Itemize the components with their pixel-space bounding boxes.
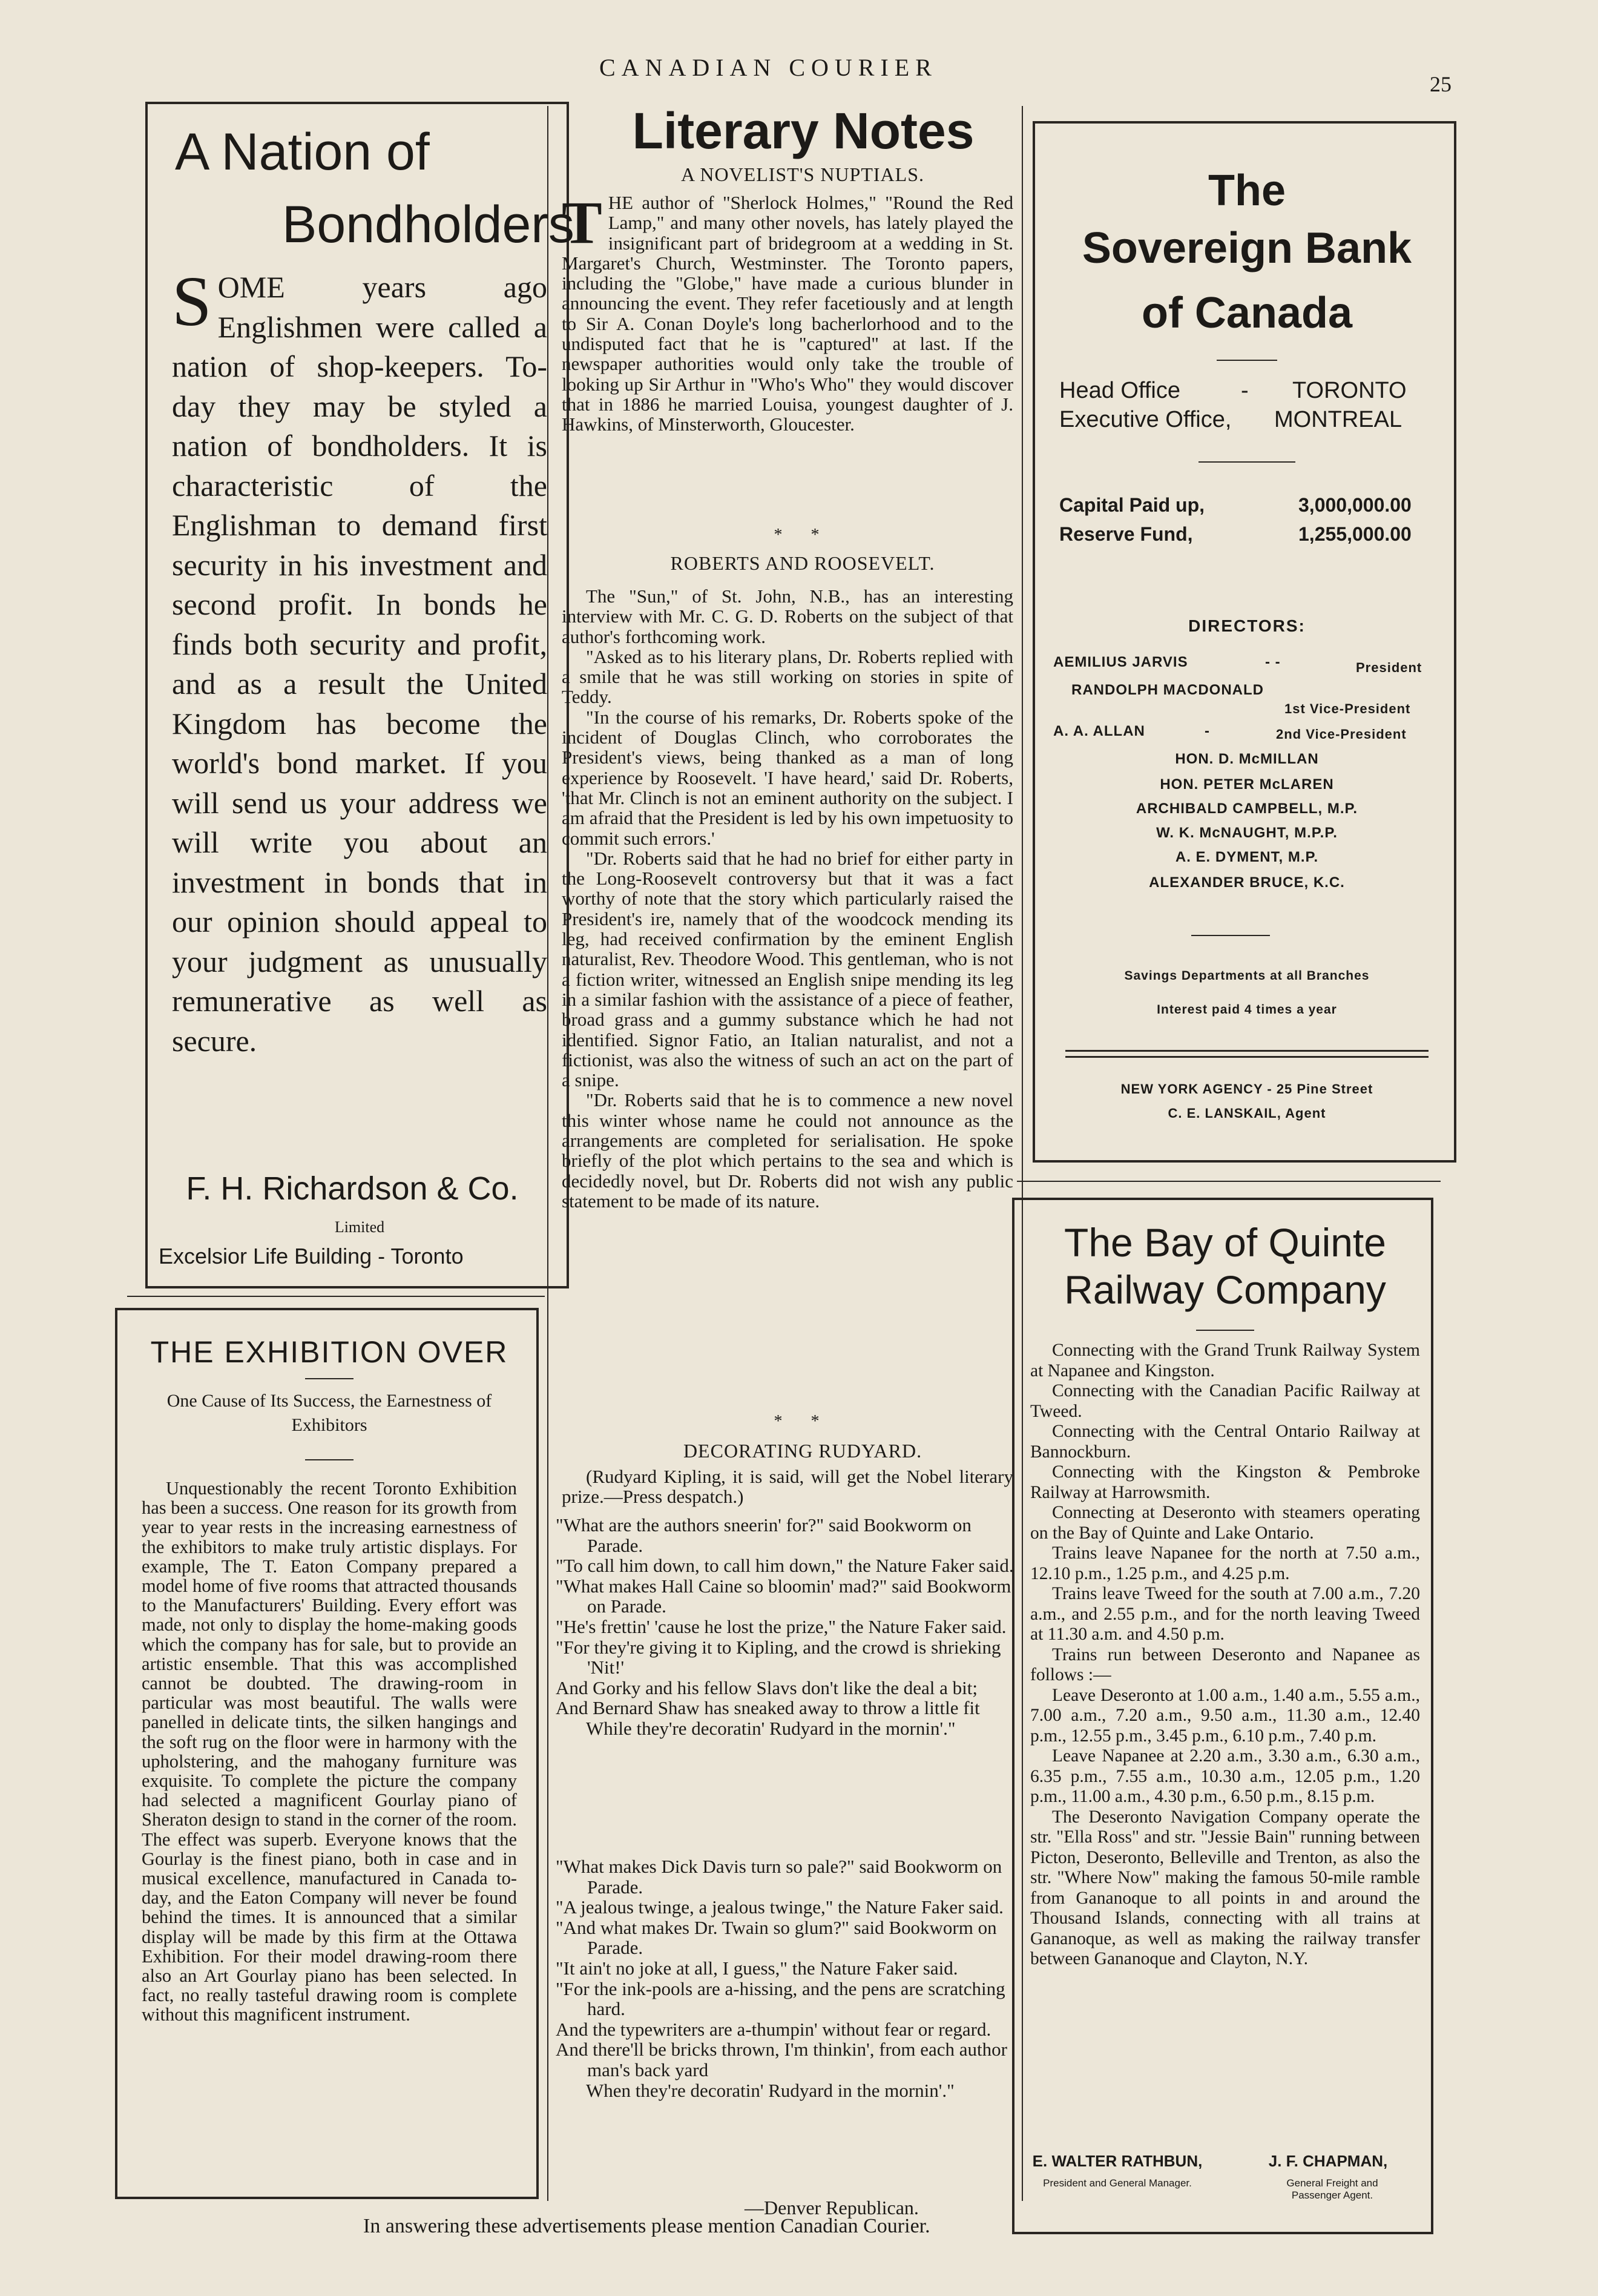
exhibition-body: Unquestionably the recent Toronto Exhibition has been a success. One reason for its growth from year to year rests in the increasing earnestness of the exhibitors to make truly artistic displays. For example, The T. Eaton Company prepared a model home of five rooms that attracted thousands to the Manufacturers' Building. Every effort was made, not only to display the home-making goods which the company has for sale, but to provide an artistic ensemble. That this was accomplished cannot be doubted. The drawing-room in particular was most beautiful. The walls were panelled in delicate tints, the silken hangings and the soft rug on the floor were in harmony with the upholstering, and the mahogany furniture was exquisite. To complete the picture the company had selected a magnificent Gourlay piano of Sheraton design to stand in the corner of the room. The effect was superb. Everyone knows that the Gourlay is the finest piano, both in case and in musical excellence, manufactured in Canada to-day, and the Eaton Company will never be found behind the times. It is announced that a similar display will be made by this firm at the Ottawa Exhibition. For their model drawing-room there also an Art Gourlay piano has been selected. In fact, no really tasteful drawing room is complete without this magnificent instrument. <box>142 1478 517 2025</box>
bondholders-advertisement <box>145 102 574 1288</box>
exhibition-title: THE EXHIBITION OVER <box>150 1335 508 1369</box>
poem-line: "What makes Hall Caine so bloomin' mad?" said Bookworm on Parade. <box>556 1575 1011 1617</box>
left-column-separator <box>127 1296 545 1297</box>
bank-name-line2: Sovereign Bank <box>1082 224 1412 272</box>
drop-cap: T <box>562 189 602 256</box>
new-york-agency: NEW YORK AGENCY - 25 Pine Street <box>1120 1081 1373 1097</box>
director: W. K. McNAUGHT, M.P.P. <box>1156 825 1338 841</box>
director: HON. PETER McLAREN <box>1160 776 1334 793</box>
railway-paragraph: Trains leave Napanee for the north at 7.50 a.m., 12.10 p.m., 1.25 p.m., and 4.25 p.m. <box>1030 1543 1420 1583</box>
poem-line: And Bernard Shaw has sneaked away to throw a little fit <box>556 1697 980 1719</box>
section-separator: * * <box>774 1412 832 1431</box>
railway-paragraph: Connecting with the Grand Trunk Railway System at Napanee and Kingston. <box>1030 1341 1420 1381</box>
railway-paragraph: Connecting with the Canadian Pacific Railway at Tweed. <box>1030 1381 1420 1421</box>
firm-name: F. H. Richardson & Co. <box>186 1170 519 1207</box>
drop-cap: S <box>172 262 212 341</box>
title-rule <box>1196 1330 1254 1331</box>
capital-row: Capital Paid up, 3,000,000.00 <box>1059 494 1412 516</box>
director-title: 2nd Vice-President <box>1276 727 1407 742</box>
exhibition-advertisement <box>115 1308 539 2199</box>
right-column-separator <box>1017 1181 1441 1182</box>
poem-line: "For the ink-pools are a-hissing, and the pens are scratching hard. <box>556 1978 1005 2020</box>
bank-rule <box>1217 360 1277 361</box>
railway-paragraph: Connecting with the Central Ontario Railway at Bannockburn. <box>1030 1422 1420 1462</box>
ad-body-text: OME years ago Englishmen were called a nation of shop-keepers. To-day they may be styled a nation of bondholders. It is characteristic of the Englishman to demand first security in his investment and second profit. In bonds he finds both security and profit, and as a result the United Kingdom has become the world's bond market. If you will send us your address we will write you about an investment in bonds that in our opinion should appeal to your judgment as unusually remunerative as well as secure. <box>172 270 547 1058</box>
poem-line: "He's frettin' 'cause he lost the prize," the Nature Faker said. <box>556 1615 1007 1637</box>
head-office-row: Head Office - TORONTO <box>1059 378 1407 403</box>
railway-paragraph: Leave Deseronto at 1.00 a.m., 1.40 a.m., 5.55 a.m., 7.00 a.m., 7.20 a.m., 9.50 a.m., 11.30 a.m., 12.40 p.m., 12.55 p.m., 3.45 p.m., 6.10 p.m., 7.40 p.m. <box>1030 1685 1420 1746</box>
railway-paragraph: Connecting with the Kingston & Pembroke Railway at Harrowsmith. <box>1030 1462 1420 1502</box>
railway-title-line2: Railway Company <box>1064 1267 1386 1312</box>
poem-line: "A jealous twinge, a jealous twinge," the Nature Faker said. <box>556 1896 1004 1918</box>
director: A. E. DYMENT, M.P. <box>1175 849 1319 865</box>
poem-line: "What makes Dick Davis turn so pale?" said Bookworm on Parade. <box>556 1856 1002 1898</box>
director-dashes: - <box>1205 723 1210 739</box>
section-heading-roberts: ROBERTS AND ROOSEVELT. <box>670 552 935 574</box>
section-heading-nuptials: A NOVELIST'S NUPTIALS. <box>681 163 924 185</box>
firm-address: Excelsior Life Building - Toronto <box>159 1244 464 1268</box>
bank-rule <box>1198 461 1295 463</box>
poem-line: "What are the authors sneerin' for?" said Bookworm on Parade. <box>556 1514 972 1556</box>
ad-title-line2: Bondholders <box>282 196 574 254</box>
firm-limited: Limited <box>334 1218 385 1236</box>
director: ARCHIBALD CAMPBELL, M.P. <box>1136 800 1358 817</box>
bank-rule <box>1191 935 1270 936</box>
section-heading-rudyard: DECORATING RUDYARD. <box>683 1440 922 1462</box>
poem-stanza-1 <box>556 1515 1014 1739</box>
director-president: AEMILIUS JARVIS <box>1053 654 1188 670</box>
poem-line: "To call him down, to call him down," the Nature Faker said. <box>556 1555 1014 1577</box>
director-vp1: RANDOLPH MACDONALD <box>1071 682 1264 698</box>
official-name: E. WALTER RATHBUN, <box>1032 2152 1203 2170</box>
poem-line: And the typewriters are a-thumpin' without fear or regard. <box>556 2018 991 2040</box>
reserve-row: Reserve Fund, 1,255,000.00 <box>1059 523 1412 545</box>
poem-line: And there'll be bricks thrown, I'm thinkin', from each author man's back yard <box>556 2039 1007 2080</box>
double-rule-top <box>1065 1050 1429 1052</box>
bank-name-line3: of Canada <box>1141 289 1353 337</box>
section-body-roberts: The "Sun," of St. John, N.B., has an interesting interview with Mr. C. G. D. Roberts on the subject of that author's forthcoming work. "Asked as to his literary plans, Dr. Roberts replied with a smile that he was still working on stories in spite of Teddy. "In the course of his remarks, Dr. Roberts spoke of the incident of Douglas Clinch, who corroborates the President's views, being thanked as a man of long experience by Roosevelt. 'I have heard,' said Dr. Roberts, 'that Mr. Clinch is not an eminent authority on the subject. I am afraid that the President is led by his own impetuosity to commit such errors.' "Dr. Roberts said that he had no brief for either party in the Long-Roosevelt controversy but that it was a fact worthy of note that the story which particularly raised the President's ire, namely that of the woodcock mending its leg, had received confirmation by the eminent English naturalist, Rev. Theodore Wood. This gentleman, who is not a fiction writer, witnessed an English snipe mending its leg in a similar fashion with the assistance of a piece of feather, broad grass and a gummy substance which he had not identified. Signor Fatio, an Italian naturalist, and not a fictionist, was also the witness of such an act on the part of a snipe. "Dr. Roberts said that he is to commence a new novel this winter whose name he could not announce as the arrangements are completed for serialisation. He spoke briefly of the plot which pertains to the sea and which is decidedly novel, but Dr. Roberts did not wish any public statement to be made of its nature. <box>562 586 1013 1212</box>
director-title: 1st Vice-President <box>1284 701 1411 716</box>
new-york-agent: C. E. LANSKAIL, Agent <box>1168 1106 1326 1121</box>
subtitle-rule <box>305 1459 353 1460</box>
directors-heading: DIRECTORS: <box>1188 616 1306 635</box>
poem-line: "And what makes Dr. Twain so glum?" said Bookworm on Parade. <box>556 1916 997 1959</box>
poem-line: "For they're giving it to Kipling, and the crowd is shrieking 'Nit!' <box>556 1636 1001 1678</box>
periodical-header: CANADIAN COURIER <box>599 54 938 81</box>
railway-paragraph: Trains leave Tweed for the south at 7.00 a.m., 7.20 a.m., and 2.55 p.m., and for the north leaving Tweed at 11.30 a.m. and 4.50 p.m. <box>1030 1584 1420 1644</box>
double-rule-bottom <box>1065 1056 1429 1058</box>
literary-notes-title: Literary Notes <box>632 102 975 159</box>
savings-note: Savings Departments at all Branches <box>1124 969 1370 983</box>
footer-notice: In answering these advertisements please mention Canadian Courier. <box>363 2215 930 2237</box>
exhibition-subtitle: One Cause of Its Success, the Earnestness of Exhibitors <box>166 1391 492 1435</box>
ad-body <box>172 262 547 1061</box>
director: HON. D. McMILLAN <box>1175 751 1319 767</box>
director-dashes: - - <box>1265 654 1281 670</box>
ad-title-line1: A Nation of <box>175 123 430 181</box>
poem-refrain: When they're decoratin' Rudyard in the mornin'." <box>586 2079 955 2101</box>
page-number: 25 <box>1430 72 1452 96</box>
poem-line: And Gorky and his fellow Slavs don't like the deal a bit; <box>556 1677 978 1698</box>
railway-paragraph: Leave Napanee at 2.20 a.m., 3.30 a.m., 6.30 a.m., 6.35 p.m., 7.55 a.m., 10.30 a.m., 12.05 p.m., 1.20 p.m., 11.00 a.m., 4.30 p.m., 6.50 p.m., 8.15 p.m. <box>1030 1746 1420 1806</box>
title-rule <box>305 1378 353 1379</box>
section-separator: * * <box>774 526 832 544</box>
director: ALEXANDER BRUCE, K.C. <box>1149 874 1345 891</box>
railway-paragraph: Connecting at Deseronto with steamers operating on the Bay of Quinte and Lake Ontario. <box>1030 1503 1420 1543</box>
poem-line: "It ain't no joke at all, I guess," the Nature Faker said. <box>556 1957 958 1979</box>
director-title: President <box>1356 660 1422 675</box>
official-name: J. F. CHAPMAN, <box>1268 2152 1388 2170</box>
director-vp2: A. A. ALLAN <box>1053 723 1145 739</box>
official-role: President and General Manager. <box>1043 2177 1192 2189</box>
poem-stanza-2 <box>556 1856 1014 2100</box>
railway-paragraph: The Deseronto Navigation Company operate the str. "Ella Ross" and str. "Jessie Bain" running between Picton, Deseronto, Belleville and Trenton, as also the str. "Where Now" making the famous 50-mile ramble from Gananoque to all points in and around the Thousand Islands, connecting with all trains at Gananoque, as well as making the railway transfer between Gananoque and Clayton, N.Y. <box>1030 1807 1420 1968</box>
executive-office-row: Executive Office, MONTREAL <box>1059 407 1402 432</box>
sovereign-bank-advertisement <box>1033 121 1456 1163</box>
bank-name-line1: The <box>1208 167 1286 215</box>
railway-body <box>1030 1341 1420 1970</box>
interest-note: Interest paid 4 times a year <box>1157 1003 1337 1017</box>
poem-refrain: While they're decoratin' Rudyard in the mornin'." <box>586 1717 956 1739</box>
railway-paragraph: Trains run between Deseronto and Napanee as follows :— <box>1030 1644 1420 1684</box>
railway-title-line1: The Bay of Quinte <box>1064 1220 1386 1265</box>
official-role: General Freight and Passenger Agent. <box>1286 2177 1378 2201</box>
poem-intro: (Rudyard Kipling, it is said, will get the Nobel literary prize.—Press despatch.) <box>562 1466 1013 1508</box>
poem-source: —Denver Republican. <box>745 2197 919 2218</box>
section-body-nuptials: THE author of "Sherlock Holmes," "Round the Red Lamp," and many other novels, has lately played the insignificant part of bridegroom at a wedding in St. Margaret's Church, Westminster. The Toronto papers, including the "Globe," have made a curious blunder in announcing the event. They refer facetiously and at length to Sir A. Conan Doyle's long bacherlorhood and to the undisputed fact that he is "captured" at last. If the newspaper authorities would only take the trouble of looking up Sir Arthur in "Who's Who" they would discover that in 1886 he married Louisa, youngest daughter of J. Hawkins, of Minsterworth, Gloucester. <box>562 189 1013 435</box>
bay-of-quinte-railway-advertisement <box>1012 1198 1433 2234</box>
